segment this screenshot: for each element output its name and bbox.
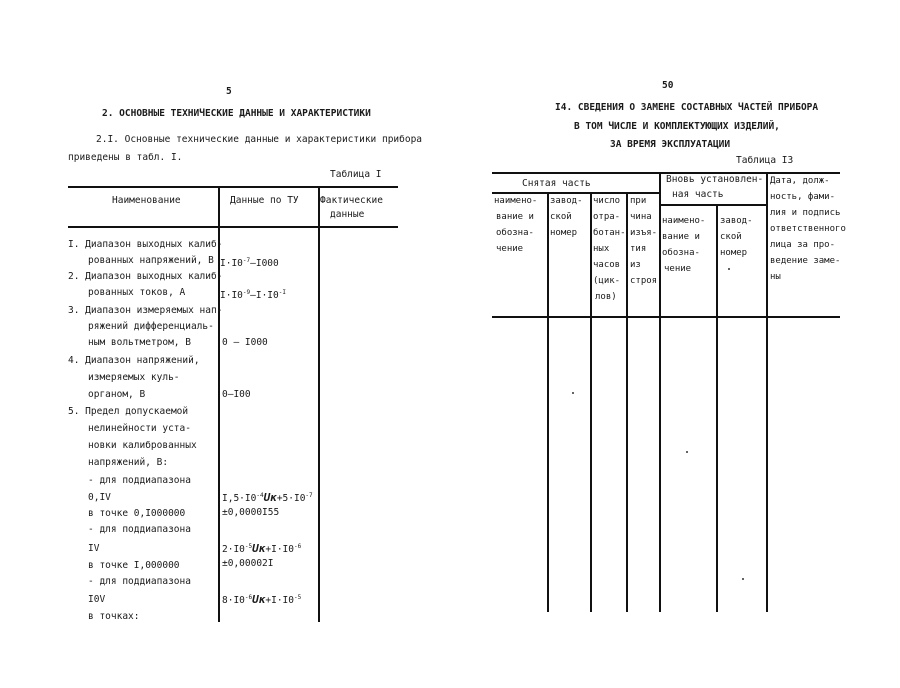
header-new-part-2: ная часть <box>672 189 724 200</box>
header-new-name-3: обозна- <box>662 248 700 258</box>
row-4-line-a: 4. Диапазон напряжений, <box>68 355 200 366</box>
left-intro-line2: приведены в табл. I. <box>68 152 183 163</box>
left-header-actual-2: данные <box>330 209 365 220</box>
sub-1-line-b: 0,IV <box>88 492 111 503</box>
left-section-title: 2. ОСНОВНЫЕ ТЕХНИЧЕСКИЕ ДАННЫЕ И ХАРАКТЕРИСТИКИ <box>102 108 371 119</box>
row-2-line-b: рованных токов, А <box>88 287 186 298</box>
row-5-line-c: новки калиброванных <box>88 440 197 451</box>
sub-2-line-c: в точке I,000000 <box>88 560 180 571</box>
right-page-number: 50 <box>662 80 674 91</box>
sub-1-line-a: - для поддиапазона <box>88 475 191 486</box>
right-col-divider-4 <box>659 172 661 612</box>
header-serial-2: ской <box>550 212 572 222</box>
header-date-5: лица за про- <box>770 240 836 250</box>
value-6-formula: $2\cdot I0^{-5}Uк+I\cdot I0^{-6}$ <box>222 542 302 555</box>
header-serial-1: завод- <box>550 196 583 206</box>
header-name-3: обозна- <box>496 228 534 238</box>
header-date-2: ность, фами- <box>770 192 836 202</box>
header-reason-1: при <box>630 196 647 206</box>
row-3-line-b: ряжений дифференциаль- <box>88 321 214 332</box>
header-name-1: наимено- <box>494 196 538 206</box>
header-hours-1: число <box>593 196 621 206</box>
header-hours-5: часов <box>593 260 621 270</box>
right-col-divider-3 <box>626 192 628 612</box>
left-table-col-divider-1 <box>218 186 220 622</box>
left-table-top-rule <box>68 186 398 188</box>
value-4: 0–I00 <box>222 389 251 400</box>
left-table-header-rule <box>68 226 398 228</box>
header-name-4: чение <box>496 244 524 254</box>
header-new-name-2: вание и <box>662 232 700 242</box>
header-serial-3: номер <box>550 228 578 238</box>
header-reason-5: из <box>630 260 641 270</box>
value-7-formula: $8\cdot I0^{-6}Uк+I\cdot I0^{-5}$ <box>222 593 302 606</box>
row-4-line-b: измеряемых куль- <box>88 372 180 383</box>
right-col-divider-1 <box>547 192 549 612</box>
header-date-7: ны <box>770 272 781 282</box>
header-reason-3: изъя- <box>630 228 658 238</box>
left-header-tu: Данные по ТУ <box>230 195 299 206</box>
header-new-name-1: наимено- <box>662 216 706 226</box>
left-table-col-divider-2 <box>318 186 320 622</box>
row-3-line-c: ным вольтметром, В <box>88 337 191 348</box>
header-hours-7: лов) <box>595 292 617 302</box>
header-date-4: ответственного <box>770 224 846 234</box>
right-title-line1: I4. СВЕДЕНИЯ О ЗАМЕНЕ СОСТАВНЫХ ЧАСТЕЙ ПРИБОРА <box>555 102 819 113</box>
left-intro-line1: 2.I. Основные технические данные и характеристики прибора <box>96 134 423 145</box>
right-group-rule-mid <box>659 204 766 206</box>
right-group-rule-left <box>492 192 659 194</box>
scan-speck <box>742 578 744 580</box>
header-new-serial-3: номер <box>720 248 748 258</box>
header-reason-6: строя <box>630 276 658 286</box>
header-new-serial-2: ской <box>720 232 742 242</box>
sub-3-line-b: I0V <box>88 594 106 605</box>
header-reason-2: чина <box>630 212 652 222</box>
right-col-divider-6 <box>766 172 768 612</box>
value-1: $I\cdot I0^{-7}-I000$ <box>220 257 279 269</box>
scan-speck <box>728 268 730 270</box>
sub-3-line-a: - для поддиапазона <box>88 576 191 587</box>
value-5-formula: $I,5\cdot I0^{-4}Uк+5\cdot I0^{-7}$ <box>222 491 313 504</box>
header-date-1: Дата, долж- <box>770 176 830 186</box>
right-title-line3: ЗА ВРЕМЯ ЭКСПЛУАТАЦИИ <box>610 139 731 150</box>
row-4-line-c: органом, В <box>88 389 146 400</box>
header-removed-part: Снятая часть <box>522 178 591 189</box>
header-new-part-1: Вновь установлен- <box>666 174 764 185</box>
header-hours-4: ных <box>593 244 610 254</box>
left-page-number: 5 <box>226 86 232 97</box>
row-5-line-a: 5. Предел допускаемой <box>68 406 189 417</box>
header-new-serial-1: завод- <box>720 216 753 226</box>
header-date-6: ведение заме- <box>770 256 841 266</box>
header-hours-3: ботан- <box>593 228 626 238</box>
row-5-line-b: нелинейности уста- <box>88 423 191 434</box>
row-5-line-d: напряжений, В: <box>88 457 169 468</box>
row-1-line-b: рованных напряжений, В <box>88 255 214 266</box>
header-name-2: вание и <box>496 212 534 222</box>
scan-speck <box>572 392 574 394</box>
value-3: 0 – I000 <box>222 337 268 348</box>
value-2: $I\cdot I0^{-9}-I\cdot I0^{-I}$ <box>220 289 286 301</box>
sub-3-line-c: в точках: <box>88 611 140 622</box>
row-1-line-a: I. Диапазон выходных калиб- <box>68 239 223 250</box>
sub-2-line-b: IV <box>88 543 100 554</box>
right-table-header-rule <box>492 316 840 318</box>
left-header-actual-1: Фактические <box>320 195 383 206</box>
header-date-3: лия и подпись <box>770 208 841 218</box>
left-table-caption: Таблица I <box>330 169 382 180</box>
header-hours-2: отра- <box>593 212 621 222</box>
right-title-line2: В ТОМ ЧИСЛЕ И КОМПЛЕКТУЮЩИХ ИЗДЕЛИЙ, <box>574 121 780 132</box>
value-5-point: ±0,0000I55 <box>222 507 280 518</box>
sub-2-line-a: - для поддиапазона <box>88 524 191 535</box>
row-3-line-a: 3. Диапазон измеряемых нап- <box>68 305 223 316</box>
right-col-divider-2 <box>590 192 592 612</box>
sub-1-line-c: в точке 0,I000000 <box>88 508 186 519</box>
value-6-point: ±0,00002I <box>222 558 274 569</box>
header-hours-6: (цик- <box>593 276 621 286</box>
scan-speck <box>686 451 688 453</box>
header-reason-4: тия <box>630 244 647 254</box>
right-col-divider-5 <box>716 204 718 612</box>
left-header-name: Наименование <box>112 195 181 206</box>
right-table-caption: Таблица I3 <box>736 155 794 166</box>
header-new-name-4: чение <box>664 264 692 274</box>
row-2-line-a: 2. Диапазон выходных калиб- <box>68 271 223 282</box>
